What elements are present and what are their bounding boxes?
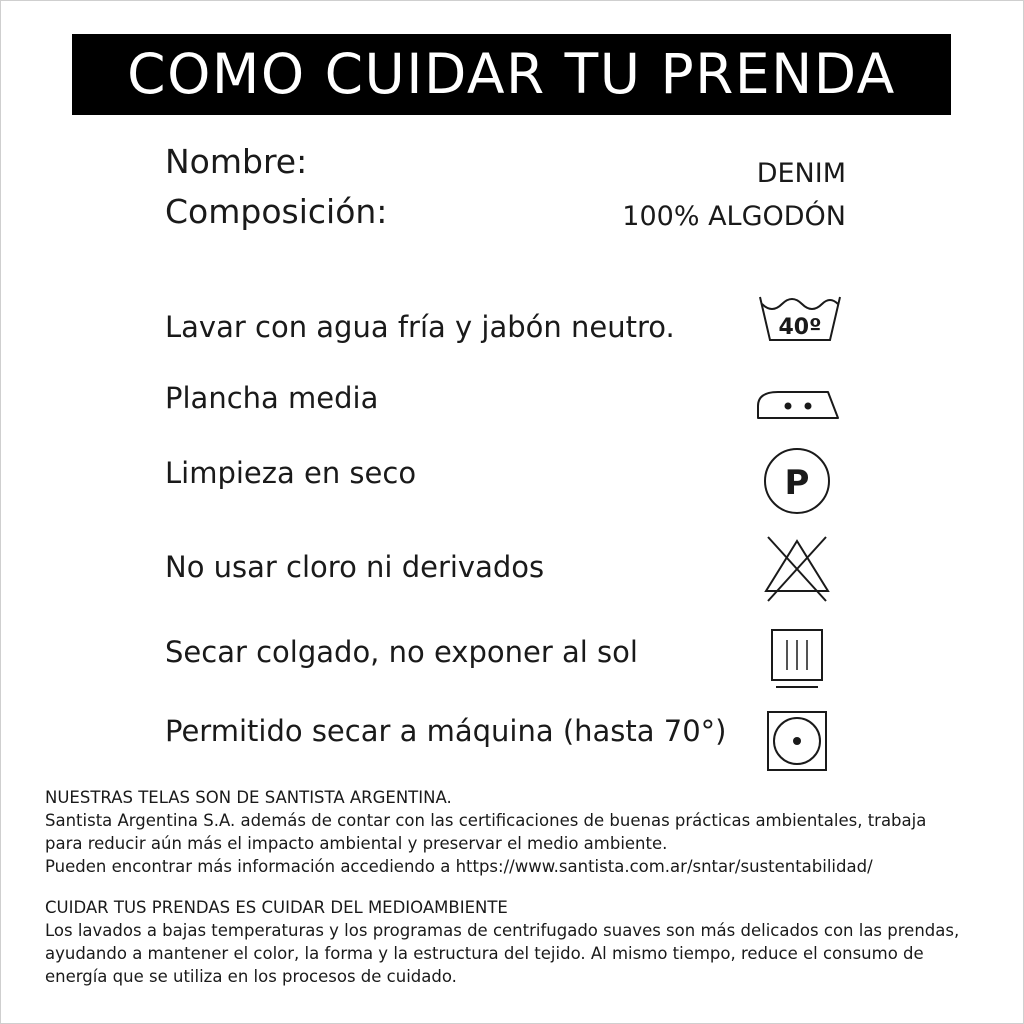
- care-nobleach-text: No usar cloro ni derivados: [165, 550, 545, 584]
- care-dripdry-text: Secar colgado, no exponer al sol: [165, 635, 638, 669]
- environment-info: [45, 896, 995, 988]
- composition-label: Composición:: [165, 192, 388, 231]
- care-iron-text: Plancha media: [165, 381, 379, 415]
- santista-info: [45, 786, 995, 878]
- environment-line: ayudando a mantener el color, la forma y la estructura del tejido. Al mismo tiempo, reduce el consumo de: [45, 944, 924, 963]
- iron-medium-icon: [750, 368, 850, 438]
- name-label: Nombre:: [165, 142, 308, 181]
- tumble-dry-icon: [750, 706, 850, 776]
- environment-heading: CUIDAR TUS PRENDAS ES CUIDAR DEL MEDIOAMBIENTE: [45, 898, 508, 917]
- page-title: COMO CUIDAR TU PRENDA: [127, 42, 896, 106]
- name-value: DENIM: [756, 158, 846, 189]
- wash-40-icon: [750, 292, 850, 362]
- environment-line: energía que se utiliza en los procesos de cuidado.: [45, 967, 457, 986]
- no-bleach-icon: [750, 533, 850, 603]
- santista-heading: NUESTRAS TELAS SON DE SANTISTA ARGENTINA.: [45, 788, 452, 807]
- title-banner: [72, 34, 951, 115]
- composition-value: 100% ALGODÓN: [622, 201, 846, 232]
- santista-line: Pueden encontrar más información accediendo a https://www.santista.com.ar/sntar/sustentabilidad/: [45, 857, 873, 876]
- environment-line: Los lavados a bajas temperaturas y los programas de centrifugado suaves son más delicados con las prendas,: [45, 921, 960, 940]
- care-wash-text: Lavar con agua fría y jabón neutro.: [165, 310, 675, 344]
- drip-dry-shade-icon: [750, 624, 850, 694]
- care-dryclean-text: Limpieza en seco: [165, 456, 417, 490]
- care-tumbledry-text: Permitido secar a máquina (hasta 70°): [165, 714, 727, 748]
- wash-temp-text: 40º: [778, 315, 822, 340]
- dry-clean-p-icon: [750, 446, 850, 516]
- santista-line: para reducir aún más el impacto ambiental y preservar el medio ambiente.: [45, 834, 668, 853]
- dry-clean-letter: P: [784, 463, 810, 503]
- santista-line: Santista Argentina S.A. además de contar con las certificaciones de buenas prácticas ambientales, trabaja: [45, 811, 927, 830]
